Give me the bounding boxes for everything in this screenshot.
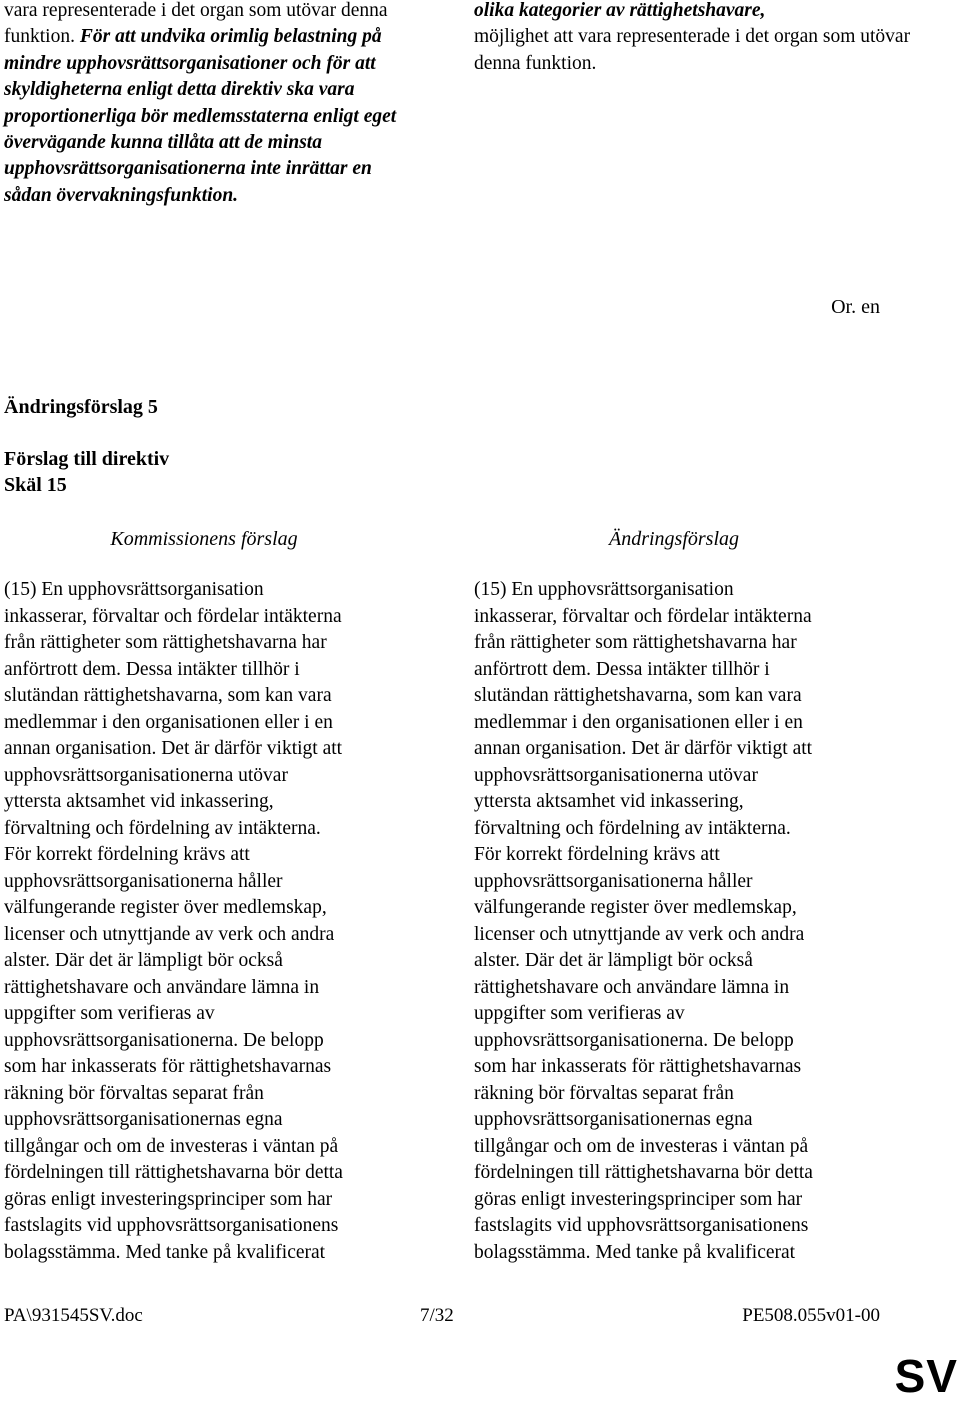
footer-document-reference: PA\931545SV.doc <box>4 1305 143 1326</box>
original-language: Or. en <box>831 296 880 318</box>
proposal-kind: Förslag till direktiv <box>4 448 170 470</box>
language-mark: SV <box>894 1350 958 1402</box>
recital-reference: Skäl 15 <box>4 474 67 496</box>
top-left-continuation <box>4 0 404 209</box>
amendment-text: (15) En upphovsrättsorganisation inkasserar, förvaltar och fördelar intäkterna från rättigheter som rättighetshavarna har anförtrott dem. Dessa intäkter tillhör i slutändan rättighetshavarna, som kan vara medlemmar i den organisationen eller i en annan organisation. Det är därför viktigt att upphovsrättsorganisationerna utövar yttersta aktsamhet vid inkassering, förvaltning och fördelning av intäkterna. För korrekt fördelning krävs att upphovsrättsorganisationerna håller välfungerande register över medlemskap, licenser och utnyttjande av verk och andra alster. Där det är lämpligt bör också rättighetshavare och användare lämna in uppgifter som verifieras av upphovsrättsorganisationerna. De belopp som har inkasserats för rättighetshavarnas räkning bör förvaltas separat från upphovsrättsorganisationernas egna tillgångar och om de investeras i väntan på fördelningen till rättighetshavarna bör detta göras enligt investeringsprinciper som har fastslagits vid upphovsrättsorganisationens bolagsstämma. Med tanke på kvalificerat <box>474 579 813 1263</box>
top-left-amended-text: För att undvika orimlig belastning på mindre upphovsrättsorganisationer och för att skyldigheterna enligt detta direktiv ska vara proportionerliga bör medlemsstaterna enligt eget övervägande kunna tillåta att de minsta upphovsrättsorganisationerna inte inrättar en sådan övervakningsfunktion. <box>4 26 397 206</box>
top-right-amended-text: olika kategorier av rättighetshavare, <box>474 0 766 21</box>
footer-page-number: 7/32 <box>420 1305 454 1326</box>
amendment-title: Ändringsförslag 5 <box>4 396 158 418</box>
commission-proposal-heading: Kommissionens förslag <box>110 528 298 550</box>
top-right-plain-text: möjlighet att vara representerade i det organ som utövar denna funktion. <box>474 26 911 74</box>
footer-pe-reference: PE508.055v01-00 <box>742 1305 880 1326</box>
amendment-heading: Ändringsförslag <box>608 528 740 550</box>
commission-proposal-text: (15) En upphovsrättsorganisation inkasserar, förvaltar och fördelar intäkterna från rättigheter som rättighetshavarna har anförtrott dem. Dessa intäkter tillhör i slutändan rättighetshavarna, som kan vara medlemmar i den organisationen eller i en annan organisation. Det är därför viktigt att upphovsrättsorganisationerna utövar yttersta aktsamhet vid inkassering, förvaltning och fördelning av intäkterna. För korrekt fördelning krävs att upphovsrättsorganisationerna håller välfungerande register över medlemskap, licenser och utnyttjande av verk och andra alster. Där det är lämpligt bör också rättighetshavare och användare lämna in uppgifter som verifieras av upphovsrättsorganisationerna. De belopp som har inkasserats för rättighetshavarnas räkning bör förvaltas separat från upphovsrättsorganisationernas egna tillgångar och om de investeras i väntan på fördelningen till rättighetshavarna bör detta göras enligt investeringsprinciper som har fastslagits vid upphovsrättsorganisationens bolagsstämma. Med tanke på kvalificerat <box>4 579 343 1263</box>
top-right-continuation <box>474 0 924 77</box>
top-left-plain-text: vara representerade i det organ som utövar denna funktion. <box>4 0 388 48</box>
